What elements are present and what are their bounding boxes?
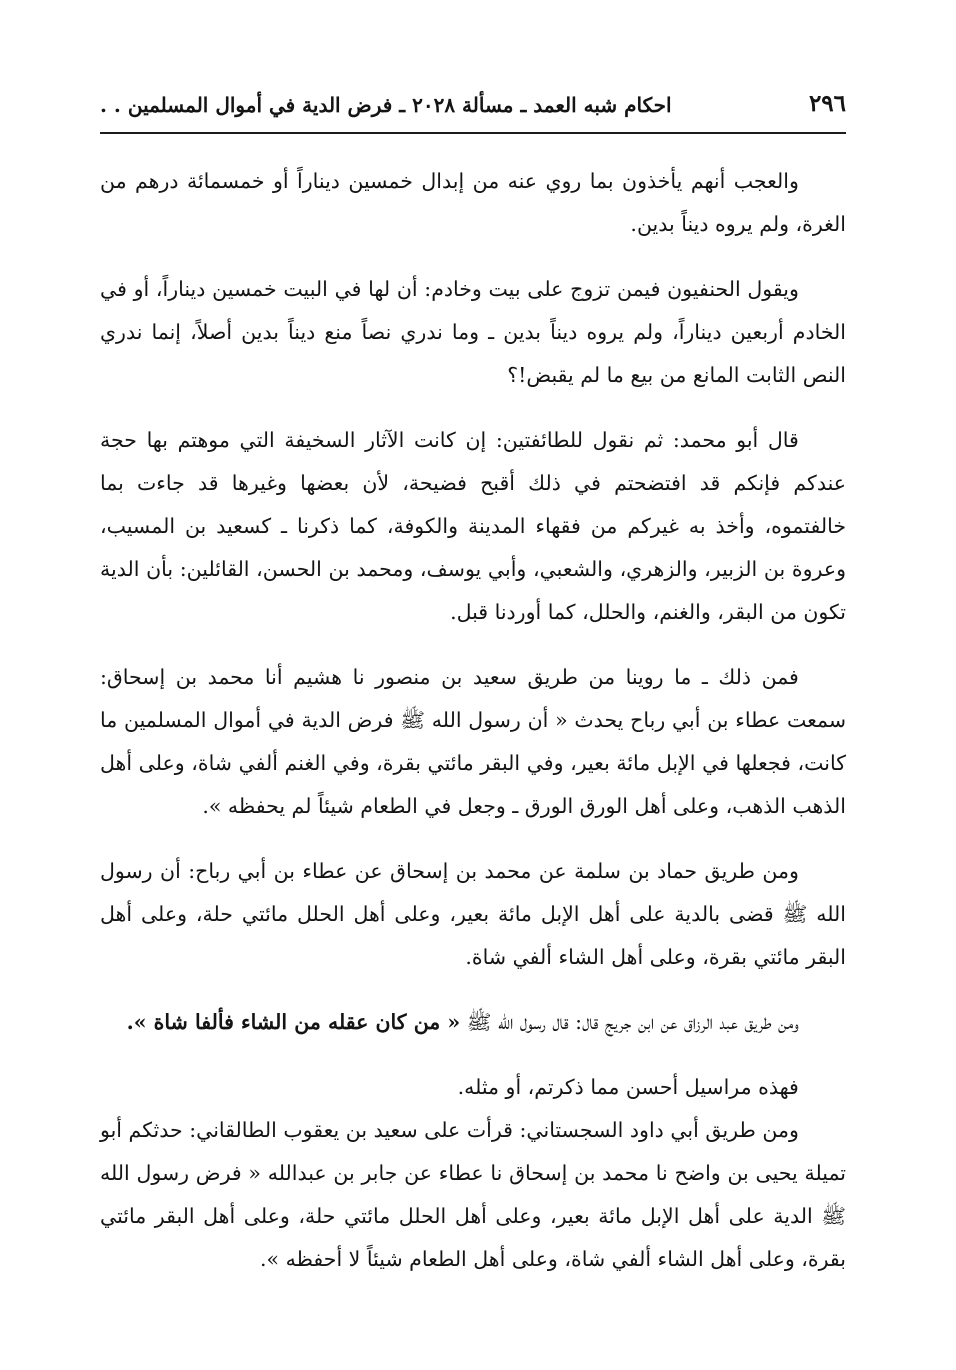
page-number: ٢٩٦ <box>808 90 846 117</box>
abd-al-razzaq-isnad: ومن طريق عبد الرزاق عن ابن جريج قال: قال رسول الله ﷺ <box>466 1010 799 1034</box>
abd-al-razzaq-hadith-quote: « من كان عقله من الشاء فألفا شاة ». <box>126 1010 461 1034</box>
paragraph-abd-al-razzaq <box>100 1001 846 1044</box>
paragraph-marasil: فهذه مراسيل أحسن مما ذكرتم، أو مثله. <box>457 1075 799 1099</box>
paragraph-hammad-ibn-salama: ومن طريق حماد بن سلمة عن محمد بن إسحاق عن عطاء بن أبي رباح: أن رسول الله ﷺ قضى بالدية على أهل الإبل مائة بعير، وعلى أهل الحلل مائتي حلة، وعلى أهل البقر مائتي بقرة، وعلى أهل الشاء ألفي شاة. <box>100 859 846 969</box>
paragraph-abu-muhammad: قال أبو محمد: ثم نقول للطائفتين: إن كانت الآثار السخيفة التي موهتم بها حجة عندكم فإنكم قد افتضحتم في ذلك أقبح فضيحة، لأن بعضها وغيرها قد جاءت بما خالفتموه، وأخذ به غيركم من فقهاء المدينة والكوفة، كما ذكرنا ـ كسعيد بن المسيب، وعروة بن الزبير، والزهري، والشعبي، وأبي يوسف، ومحمد بن الحسن، القائلين: بأن الدية تكون من البقر، والغنم، والحلل، كما أوردنا قبل. <box>100 428 846 624</box>
running-title: احكام شبه العمد ـ مسألة ٢٠٢٨ ـ فرض الدية في أموال المسلمين . . <box>100 93 672 117</box>
paragraph-hanafi-marriage: ويقول الحنفيون فيمن تزوج على بيت وخادم: أن لها في البيت خمسين ديناراً، أو في الخادم أربعين ديناراً، ولم يروه ديناً بدين ـ وما ندري نصاً منع ديناً بدين أصلاً، إنما ندري النص الثابت المانع من بيع ما لم يقبض!؟ <box>100 277 846 387</box>
paragraph-ghurra: والعجب أنهم يأخذون بما روي عنه من إبدال خمسين ديناراً أو خمسمائة درهم من الغرة، ولم يروه ديناً بدين. <box>100 169 846 236</box>
page-header <box>100 82 846 134</box>
paragraph-said-ibn-mansur: فمن ذلك ـ ما روينا من طريق سعيد بن منصور نا هشيم أنا محمد بن إسحاق: سمعت عطاء بن أبي رباح يحدث « أن رسول الله ﷺ فرض الدية في أموال المسلمين ما كانت، فجعلها في الإبل مائة بعير، وفي البقر مائتي بقرة، وفي الغنم ألفي شاة، وعلى أهل الذهب الذهب، وعلى أهل الورق الورق ـ وجعل في الطعام شيئاً لم يحفظه ». <box>100 665 846 818</box>
paragraph-abu-dawud: ومن طريق أبي داود السجستاني: قرأت على سعيد بن يعقوب الطالقاني: حدثكم أبو تميلة يحيى بن واضح نا محمد بن إسحاق نا عطاء عن جابر بن عبدالله « فرض رسول الله ﷺ الدية على أهل الإبل مائة بعير، وعلى أهل الحلل مائتي حلة، وعلى أهل البقر مائتي بقرة، وعلى أهل الشاء ألفي شاة، وعلى أهل الطعام شيئاً لا أحفظه ». <box>100 1118 846 1271</box>
page-body <box>100 160 846 1281</box>
